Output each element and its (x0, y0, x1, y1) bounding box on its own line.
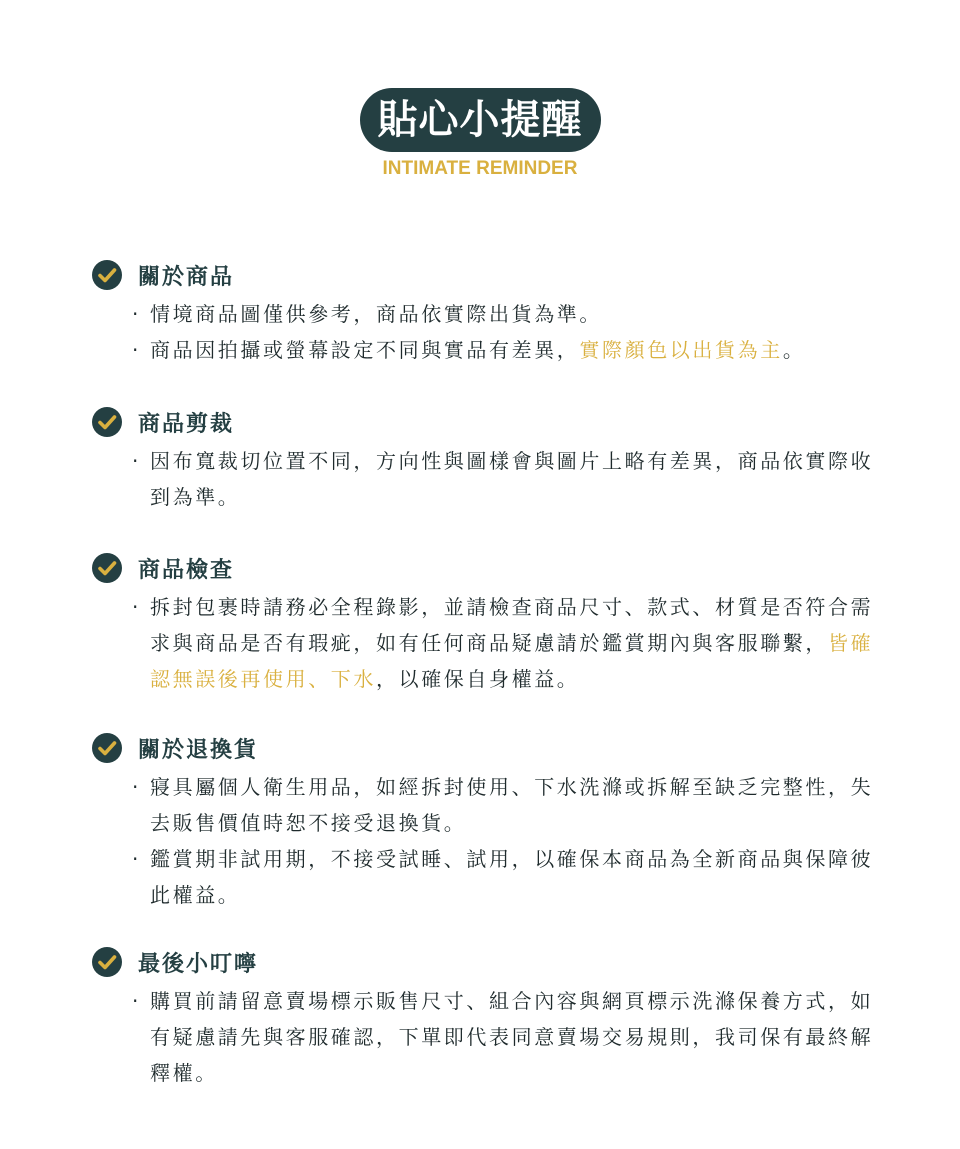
section-title: 關於退換貨 (138, 737, 259, 763)
bullet: · (132, 338, 141, 362)
section-returns (92, 731, 882, 913)
highlight-text: 實際顏色以出貨為主 (579, 338, 783, 362)
list-item (128, 841, 882, 913)
section-about-product (92, 258, 882, 368)
item-tail: ，以確保自身權益。 (376, 667, 580, 691)
bullet: · (132, 449, 141, 473)
section-heading (92, 731, 882, 765)
item-text: 寢具屬個人衛生用品，如經拆封使用、下水洗滌或拆解至缺乏完整性，失去販售價值時恕不接受退換貨。 (150, 775, 874, 835)
section-title: 關於商品 (138, 264, 235, 290)
item-text: 拆封包裹時請務必全程錄影，並請檢查商品尺寸、款式、材質是否符合需求與商品是否有瑕疵，如有任何商品疑慮請於鑑賞期內與客服聯繫， (150, 595, 874, 655)
check-circle-icon (92, 553, 122, 583)
section-heading (92, 405, 882, 439)
list-item (128, 443, 882, 515)
section-heading (92, 551, 882, 585)
check-circle-icon (92, 260, 122, 290)
section-product-cutting (92, 405, 882, 515)
bullet: · (132, 989, 141, 1013)
list-item (128, 332, 882, 368)
section-title: 最後小叮嚀 (138, 951, 259, 977)
list-item (128, 769, 882, 841)
page-header (0, 88, 960, 180)
check-circle-icon (92, 947, 122, 977)
check-circle-icon (92, 407, 122, 437)
bullet: · (132, 302, 141, 326)
item-text: 商品因拍攝或螢幕設定不同與實品有差異， (150, 338, 580, 362)
check-circle-icon (92, 733, 122, 763)
item-text: 情境商品圖僅供參考，商品依實際出貨為準。 (150, 302, 602, 326)
list-item (128, 589, 882, 697)
section-final-reminder (92, 945, 882, 1091)
section-title: 商品檢查 (138, 557, 235, 583)
list-item (128, 296, 882, 332)
item-tail: 。 (782, 338, 806, 362)
item-text: 購買前請留意賣場標示販售尺寸、組合內容與網頁標示洗滌保養方式，如有疑慮請先與客服確認，下單即代表同意賣場交易規則，我司保有最終解釋權。 (150, 989, 874, 1085)
bullet: · (132, 847, 141, 871)
page-subtitle: INTIMATE REMINDER (382, 158, 578, 179)
bullet: · (132, 775, 141, 799)
highlight-text: 皆確認無誤後再使用、下水 (150, 631, 874, 691)
section-title: 商品剪裁 (138, 411, 235, 437)
section-product-inspection (92, 551, 882, 697)
section-heading (92, 945, 882, 979)
item-text: 鑑賞期非試用期，不接受試睡、試用，以確保本商品為全新商品與保障彼此權益。 (150, 847, 874, 907)
list-item (128, 983, 882, 1091)
section-heading (92, 258, 882, 292)
bullet: · (132, 595, 141, 619)
page-title: 貼心小提醒 (360, 88, 601, 152)
item-text: 因布寬裁切位置不同，方向性與圖樣會與圖片上略有差異，商品依實際收到為準。 (150, 449, 874, 509)
